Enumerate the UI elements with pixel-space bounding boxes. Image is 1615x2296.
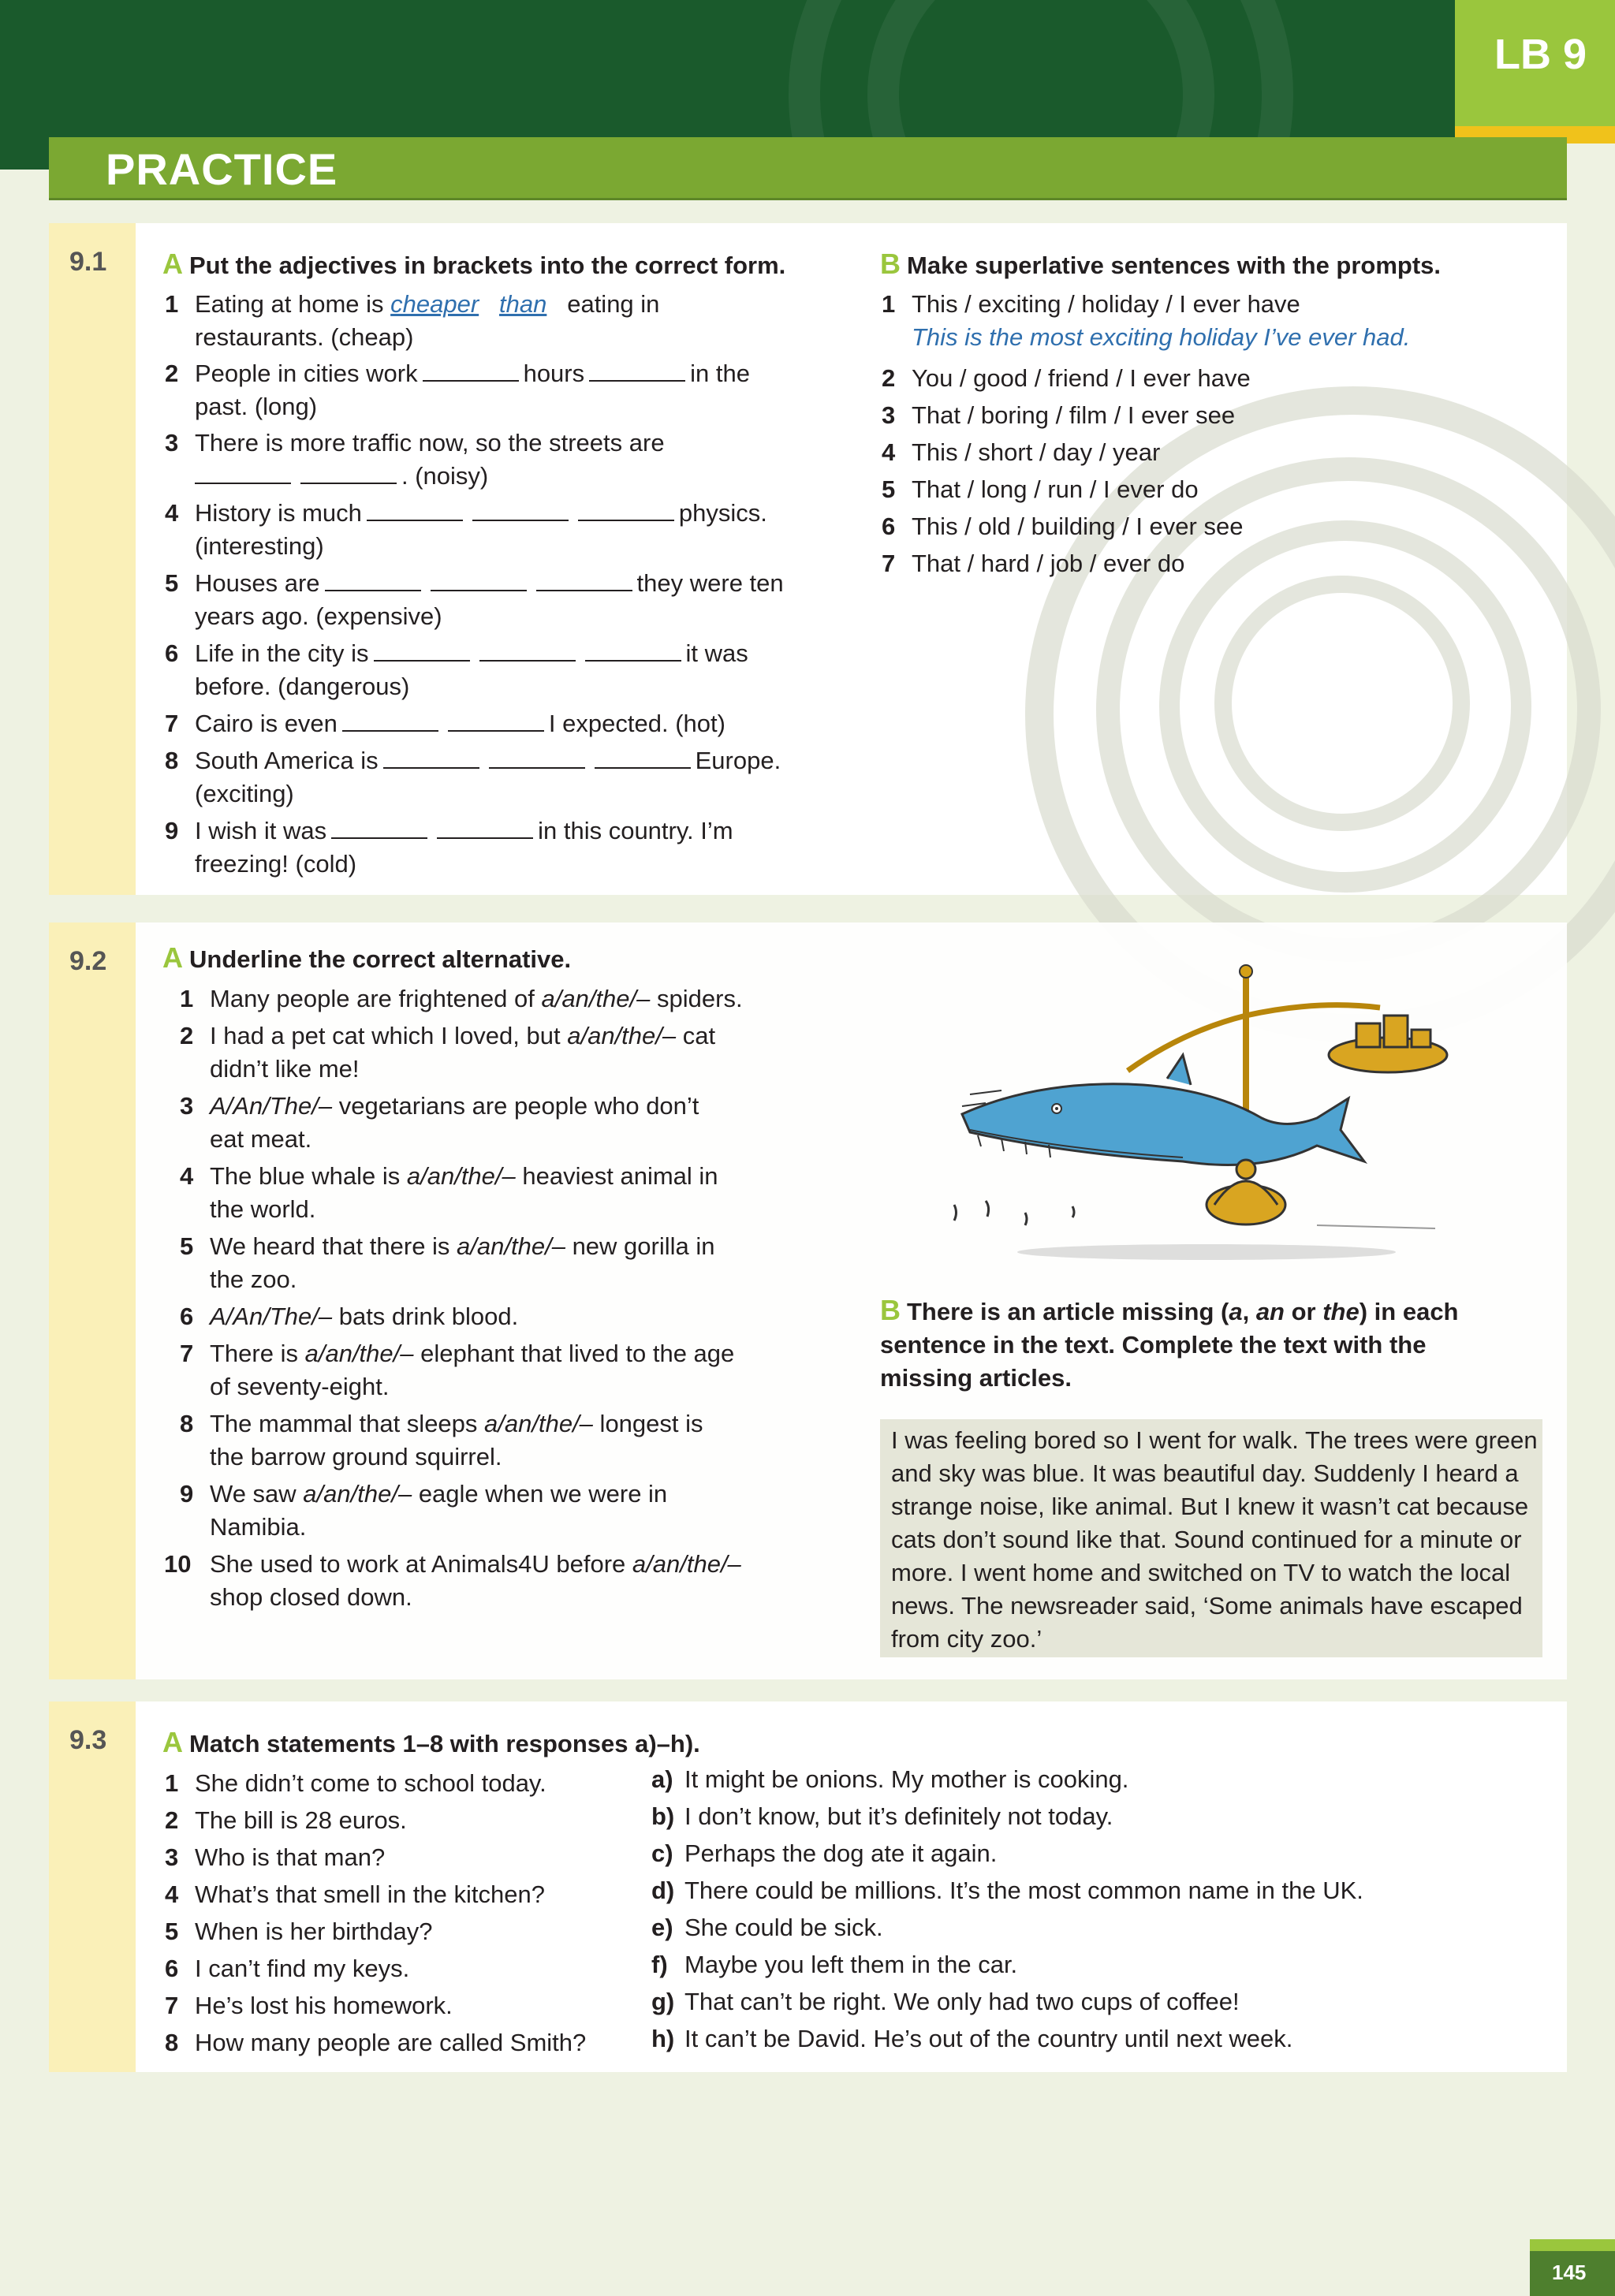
alternatives-text[interactable]: a/an/the/– <box>541 985 651 1012</box>
item-number: 9 <box>165 817 179 844</box>
item-letter: g) <box>651 1988 675 2015</box>
item-text: She used to work at Animals4U before <box>210 1550 632 1578</box>
item-text: eat meat. <box>210 1125 312 1153</box>
page-number: 145 <box>1552 2261 1587 2284</box>
statement-item <box>165 1915 433 1948</box>
exercise-9-3a-instruction <box>162 1726 700 1761</box>
item-text: Houses are <box>195 569 320 597</box>
item-text: People in cities work <box>195 360 418 387</box>
exercise-item <box>180 1337 735 1403</box>
item-number: 6 <box>165 639 179 667</box>
item-letter: d) <box>651 1877 675 1904</box>
exercise-item <box>165 288 841 354</box>
exercise-item <box>882 436 1161 469</box>
answer-blank[interactable] <box>195 460 291 484</box>
item-text: This / old / building / I ever see <box>912 512 1244 540</box>
item-number: 1 <box>180 985 194 1012</box>
instruction-text: Make superlative sentences with the prompts. <box>907 252 1442 279</box>
item-text: There is more traffic now, so the streets are <box>195 429 665 457</box>
exercise-item <box>882 473 1199 506</box>
exercise-9-2b-instruction <box>880 1294 1527 1395</box>
exercise-item <box>165 357 841 423</box>
item-text: How many people are called Smith? <box>195 2029 587 2056</box>
item-text: cat <box>676 1022 716 1049</box>
answer-text: cheaper <box>390 290 479 318</box>
item-text: didn’t like me! <box>210 1055 360 1083</box>
item-text: the zoo. <box>210 1265 297 1293</box>
exercise-9-1b-instruction <box>880 248 1441 282</box>
section-number: 9.2 <box>69 946 107 976</box>
instruction-text: There is an article missing ( <box>907 1298 1229 1325</box>
instruction-text: an <box>1255 1298 1285 1325</box>
answer-blank[interactable] <box>448 708 544 732</box>
item-text: physics. <box>678 499 767 527</box>
item-number: 10 <box>164 1550 192 1578</box>
answer-text: This is the most exciting holiday I’ve ever had. <box>912 323 1411 351</box>
response-item <box>651 1800 1113 1833</box>
item-number: 1 <box>882 290 896 318</box>
page-title: PRACTICE <box>106 144 338 194</box>
exercise-item <box>165 497 841 563</box>
item-text: elephant that lived to the age <box>413 1340 735 1367</box>
item-text: I can’t find my keys. <box>195 1955 410 1982</box>
item-text: We saw <box>210 1480 304 1508</box>
answer-blank[interactable] <box>423 358 519 382</box>
exercise-item <box>165 567 841 633</box>
item-letter: e) <box>651 1914 673 1941</box>
item-number: 7 <box>165 710 179 737</box>
item-text: We heard that there is <box>210 1232 457 1260</box>
item-text: before. (dangerous) <box>195 673 410 700</box>
item-text: of seventy-eight. <box>210 1373 390 1400</box>
item-text: Europe. <box>695 747 781 774</box>
statement-item <box>165 1952 410 1985</box>
item-text: it was <box>685 639 748 667</box>
item-text: I had a pet cat which I loved, but <box>210 1022 568 1049</box>
item-number: 3 <box>165 429 179 457</box>
item-number: 1 <box>165 290 179 318</box>
item-text: longest is <box>592 1410 703 1437</box>
alternatives-text[interactable]: a/an/the/– <box>304 1340 414 1367</box>
item-letter: a) <box>651 1765 673 1793</box>
item-text: That can’t be right. We only had two cups of coffee! <box>684 1988 1240 2015</box>
item-text: heaviest animal in <box>515 1162 718 1190</box>
answer-blank[interactable] <box>595 745 691 769</box>
item-text: eagle when we were in <box>412 1480 668 1508</box>
alternatives-text[interactable]: A/An/The/– <box>210 1092 333 1120</box>
item-text: Life in the city is <box>195 639 369 667</box>
item-text: . (noisy) <box>401 462 489 490</box>
item-text: years ago. (expensive) <box>195 602 442 630</box>
item-letter: c) <box>651 1839 673 1867</box>
item-text: (interesting) <box>195 532 324 560</box>
statement-item <box>165 1804 407 1837</box>
item-text: There is <box>210 1340 305 1367</box>
exercise-9-2a-instruction <box>162 941 571 976</box>
answer-blank[interactable] <box>589 358 685 382</box>
response-item <box>651 1763 1129 1796</box>
answer-blank[interactable] <box>374 638 470 662</box>
item-number: 5 <box>165 569 179 597</box>
item-text: She could be sick. <box>684 1914 883 1941</box>
item-number: 2 <box>165 360 179 387</box>
statement-item <box>165 1878 545 1911</box>
alternatives-text[interactable]: a/an/the/– <box>632 1550 741 1578</box>
practice-title-bar <box>49 137 1567 198</box>
item-text: Who is that man? <box>195 1843 386 1871</box>
item-text: That / hard / job / ever do <box>912 550 1185 577</box>
instruction-text: Put the adjectives in brackets into the correct form. <box>189 252 786 279</box>
item-number: 6 <box>180 1303 194 1330</box>
response-item <box>651 1874 1363 1907</box>
lesson-tab <box>1455 0 1615 126</box>
section-number-column <box>49 223 136 895</box>
item-number: 3 <box>882 401 896 429</box>
item-number: 4 <box>882 438 896 466</box>
item-text: in the <box>690 360 750 387</box>
exercise-9-1a-instruction <box>162 248 785 282</box>
item-text: Many people are frightened of <box>210 985 542 1012</box>
item-text: freezing! (cold) <box>195 850 357 878</box>
item-text: Namibia. <box>210 1513 307 1541</box>
exercise-item <box>180 1230 715 1296</box>
item-text: It might be onions. My mother is cooking. <box>684 1765 1129 1793</box>
item-number: 6 <box>165 1955 179 1982</box>
exercise-item <box>180 1090 699 1156</box>
exercise-item <box>180 982 743 1016</box>
item-text: The bill is 28 euros. <box>195 1806 407 1834</box>
answer-blank[interactable] <box>489 745 585 769</box>
alternatives-text[interactable]: a/an/the/– <box>484 1410 593 1437</box>
instruction-text: or <box>1285 1298 1323 1325</box>
exercise-item <box>165 637 841 703</box>
statement-item <box>165 1841 386 1874</box>
item-text: they were ten <box>636 569 784 597</box>
answer-blank[interactable] <box>437 815 533 839</box>
item-text: restaurants. (cheap) <box>195 323 414 351</box>
item-letter: b) <box>651 1802 675 1830</box>
instruction-text: sentence in the text. Complete the text with the <box>880 1331 1427 1359</box>
item-number: 8 <box>180 1410 194 1437</box>
exercise-item <box>882 547 1185 580</box>
answer-blank[interactable] <box>536 568 632 591</box>
item-text: eating in <box>560 290 660 318</box>
answer-blank[interactable] <box>578 498 674 521</box>
response-item <box>651 1837 998 1870</box>
item-text: past. (long) <box>195 393 318 420</box>
item-text: She didn’t come to school today. <box>195 1769 546 1797</box>
whale-scales-icon <box>946 960 1483 1268</box>
item-text: There could be millions. It’s the most common name in the UK. <box>684 1877 1363 1904</box>
item-number: 5 <box>180 1232 194 1260</box>
item-text: hours <box>523 360 585 387</box>
item-number: 4 <box>165 1880 179 1908</box>
exercise-item <box>165 427 841 493</box>
alternatives-text[interactable]: a/an/the/– <box>567 1022 677 1049</box>
exercise-item <box>165 814 841 881</box>
item-number: 2 <box>180 1022 194 1049</box>
statement-item <box>165 1767 546 1800</box>
exercise-item <box>180 1478 668 1544</box>
instruction-text: missing articles. <box>880 1364 1072 1392</box>
item-text: You / good / friend / I ever have <box>912 364 1251 392</box>
item-number: 6 <box>882 512 896 540</box>
exercise-letter: A <box>162 941 183 974</box>
item-text: in this country. I’m <box>538 817 733 844</box>
answer-blank[interactable] <box>300 460 397 484</box>
item-text: I wish it was <box>195 817 327 844</box>
instruction-text: , <box>1242 1298 1256 1325</box>
item-text: This / exciting / holiday / I ever have <box>912 290 1300 318</box>
exercise-item <box>165 707 841 740</box>
response-item <box>651 1948 1018 1981</box>
exercise-letter: A <box>162 248 183 280</box>
answer-blank[interactable] <box>367 498 463 521</box>
item-text: The blue whale is <box>210 1162 407 1190</box>
response-item <box>651 2022 1293 2056</box>
instruction-text: a <box>1229 1298 1243 1325</box>
item-text: It can’t be David. He’s out of the country until next week. <box>684 2025 1293 2052</box>
item-text: Eating at home is <box>195 290 391 318</box>
item-text: Cairo is even <box>195 710 338 737</box>
item-text: That / boring / film / I ever see <box>912 401 1236 429</box>
item-number: 2 <box>165 1806 179 1834</box>
exercise-item <box>882 288 1411 354</box>
page-number-accent <box>1530 2239 1615 2251</box>
exercise-item <box>180 1407 703 1474</box>
answer-blank[interactable] <box>383 745 479 769</box>
exercise-letter: B <box>880 248 901 280</box>
item-text: Perhaps the dog ate it again. <box>684 1839 998 1867</box>
exercise-letter: B <box>880 1294 901 1326</box>
section-number: 9.3 <box>69 1725 107 1755</box>
item-text: This / short / day / year <box>912 438 1161 466</box>
exercise-item <box>164 1548 741 1614</box>
item-number: 1 <box>165 1769 179 1797</box>
item-text: The mammal that sleeps <box>210 1410 485 1437</box>
item-text: I expected. (hot) <box>548 710 725 737</box>
lesson-tab-label: LB 9 <box>1494 31 1587 78</box>
item-text: vegetarians are people who don’t <box>332 1092 699 1120</box>
answer-blank[interactable] <box>472 498 569 521</box>
article-text-box <box>880 1419 1542 1657</box>
statement-item <box>165 2026 587 2059</box>
exercise-item <box>180 1160 718 1226</box>
answer-blank[interactable] <box>479 638 576 662</box>
item-text: the world. <box>210 1195 316 1223</box>
alternatives-text[interactable]: a/an/the/– <box>406 1162 516 1190</box>
item-text: He’s lost his homework. <box>195 1992 453 2019</box>
item-letter: f) <box>651 1951 668 1978</box>
alternatives-text[interactable]: a/an/the/– <box>457 1232 565 1260</box>
item-text: new gorilla in <box>565 1232 715 1260</box>
section-number-column <box>49 922 136 1679</box>
item-number: 7 <box>180 1340 194 1367</box>
alternatives-text[interactable]: A/An/The/– <box>210 1303 333 1330</box>
article-text: I was feeling bored so I went for walk. The trees were green and sky was blue. It was beautiful day. Suddenly I heard a strange noise, like animal. But I knew it wasn’t cat because cats don’t sound like that. Sound continued for a minute or more. I went home and switched on TV to watch the local news. The newsreader said, ‘Some animals have escaped from city zoo.’ <box>891 1426 1538 1653</box>
response-item <box>651 1985 1240 2018</box>
answer-blank[interactable] <box>331 815 427 839</box>
section-number: 9.1 <box>69 247 107 277</box>
item-number: 8 <box>165 747 179 774</box>
exercise-item <box>180 1300 519 1333</box>
whale-on-scales-illustration <box>946 960 1483 1268</box>
item-number: 7 <box>165 1992 179 2019</box>
exercise-letter: A <box>162 1726 183 1758</box>
item-number: 4 <box>165 499 179 527</box>
item-text: When is her birthday? <box>195 1918 433 1945</box>
response-item <box>651 1911 883 1944</box>
item-number: 3 <box>180 1092 194 1120</box>
item-number: 9 <box>180 1480 194 1508</box>
item-number: 7 <box>882 550 896 577</box>
item-number: 2 <box>882 364 896 392</box>
alternatives-text[interactable]: a/an/the/– <box>303 1480 412 1508</box>
answer-blank[interactable] <box>325 568 421 591</box>
item-text: What’s that smell in the kitchen? <box>195 1880 545 1908</box>
item-text: History is much <box>195 499 362 527</box>
exercise-item <box>165 744 841 811</box>
exercise-item <box>882 362 1251 395</box>
answer-blank[interactable] <box>431 568 527 591</box>
item-text: bats drink blood. <box>332 1303 519 1330</box>
answer-blank[interactable] <box>342 708 438 732</box>
answer-blank[interactable] <box>585 638 681 662</box>
instruction-text: ) in each <box>1359 1298 1459 1325</box>
item-number: 5 <box>882 475 896 503</box>
item-text: shop closed down. <box>210 1583 412 1611</box>
item-text: the barrow ground squirrel. <box>210 1443 502 1470</box>
item-text: That / long / run / I ever do <box>912 475 1199 503</box>
answer-text: than <box>499 290 547 318</box>
item-number: 4 <box>180 1162 194 1190</box>
item-number: 5 <box>165 1918 179 1945</box>
instruction-text: the <box>1322 1298 1360 1325</box>
section-number-column <box>49 1702 136 2072</box>
exercise-item <box>882 399 1236 432</box>
exercise-item <box>180 1019 716 1086</box>
item-number: 3 <box>165 1843 179 1871</box>
instruction-text: Underline the correct alternative. <box>189 945 572 973</box>
instruction-text: Match statements 1–8 with responses a)–h). <box>189 1730 700 1757</box>
item-text: Maybe you left them in the car. <box>684 1951 1018 1978</box>
item-letter: h) <box>651 2025 675 2052</box>
item-text: (exciting) <box>195 780 294 807</box>
item-text: South America is <box>195 747 379 774</box>
item-number: 8 <box>165 2029 179 2056</box>
page-number-badge <box>1530 2251 1615 2296</box>
statement-item <box>165 1989 453 2022</box>
item-text: I don’t know, but it’s definitely not today. <box>684 1802 1113 1830</box>
exercise-item <box>882 510 1244 543</box>
item-text: spiders. <box>650 985 743 1012</box>
